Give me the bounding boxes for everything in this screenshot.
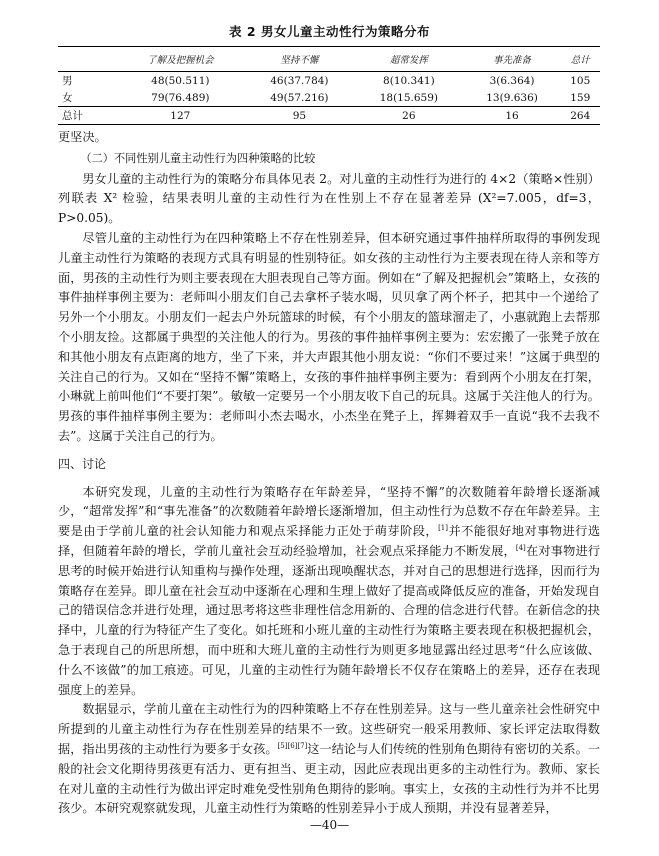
table-cell: 18(15.659) bbox=[379, 91, 438, 104]
paragraph-text: 这一结论与人们传统的性别角色期待有密切的关系。一般的社会文化期待男孩更有活力、更有担当、更主动，因此应表现出更多的主动性行为。教师、家长在对儿童的主动性行为做出评定时难免受性别角色期待的影响。事实上，女孩的主动性行为并不比男孩少。本研究观察就发现，儿童主动性行为策略的性别差异小于成人预期，并没有显著差异， bbox=[58, 741, 601, 816]
table-cell: 16 bbox=[464, 107, 561, 125]
table-cell: 48(50.511) bbox=[151, 74, 210, 87]
table-total-row bbox=[58, 107, 600, 125]
table-cell: 13(9.636) bbox=[486, 91, 538, 104]
table-header-cell: 了解及把握机会 bbox=[116, 47, 245, 72]
table-cell: 159 bbox=[570, 91, 591, 104]
paragraph: 男女儿童的主动性行为的策略分布具体见表 2。对儿童的主动性行为进行的 4×2（策略×性别）列联表 X² 检验，结果表明儿童的主动性行为在性别上不存在显著差异 (X²=7.005，df=3，P>0.05)。 bbox=[58, 171, 600, 226]
row-label: 女 bbox=[62, 92, 73, 104]
table-cell: 264 bbox=[561, 107, 600, 125]
table-cell: 46(37.784) bbox=[270, 74, 329, 87]
table-header-cell: 坚持不懈 bbox=[245, 47, 354, 72]
citation: [5][6][7] bbox=[277, 741, 308, 750]
paragraph: 尽管儿童的主动性行为在四种策略上不存在性别差异，但本研究通过事件抽样所取得的事例发现儿童主动性行为策略的表现方式具有明显的性别特征。如女孩的主动性行为主要表现在待人亲和等方面，男孩的主动性行为则主要表现在大胆表现自己等方面。例如在“了解及把握机会”策略上，女孩的事件抽样事例主要为：老师叫小朋友们自己去拿杯子装水喝，贝贝拿了两个杯子，把其中一个递给了另外一个小朋友。小朋友们一起去户外玩篮球的时候，有个小朋友的篮球溜走了，小惠就跑上去帮那个小朋友捡。这都属于典型的关注他人的行为。男孩的事件抽样事例主要为：宏宏搬了一张凳子放在和其他小朋友有点距离的地方，坐了下来，并大声跟其他小朋友说：“你们不要过来！”这属于典型的关注自己的行为。又如在“坚持不懈”策略上，女孩的事件抽样事例主要为：看到两个小朋友在打架，小琳就上前叫他们“不要打架”。敏敏一定要另一个小朋友收下自己的玩具。这属于关注他人的行为。男孩的事件抽样事例主要为：老师叫小杰去喝水，小杰坐在凳子上，挥舞着双手一直说“我不去我不去”。这属于关注自己的行为。 bbox=[58, 230, 600, 443]
table-row bbox=[58, 72, 600, 90]
table-cell: 105 bbox=[570, 74, 591, 87]
table-cell: 127 bbox=[116, 107, 245, 125]
table-cell: 3(6.364) bbox=[489, 74, 535, 87]
paragraph-text: 在对事物进行思考的时候开始进行认知重构与操作处理，逐渐出现唤醒状态，并对自己的思想进行选择，因而行为策略存在差异。即儿童在社会互动中逐渐在心理和生理上做好了提高或降低反应的准备，开始发现自己的错误信念并进行处理，通过思考将这些非理性信念用新的、合理的信念进行代替。在新信念的抉择中，儿童的行为特征产生了变化。如托班和小班儿童的主动性行为策略主要表现在积极把握机会，急于表现自己的所思所想，而中班和大班儿童的主动性行为则更多地显露出经过思考“什么应该做、什么不该做”的加工痕迹。可见，儿童的主动性行为随年龄增长不仅存在策略上的差异，还存在表现强度上的差异。 bbox=[58, 543, 601, 697]
table-cell: 8(10.341) bbox=[383, 74, 435, 87]
table-header-row bbox=[58, 47, 600, 72]
table-row bbox=[58, 89, 600, 107]
body-text bbox=[58, 128, 600, 819]
table-title: 表 2 男女儿童主动性行为策略分布 bbox=[229, 24, 430, 39]
table-header-cell: 总计 bbox=[561, 47, 600, 72]
paragraph-text: 本研究发现，儿童的主动性行为策略存在年龄差异，“坚持不懈”的次数随着年龄增长逐渐减少，“超常发挥”和“事先准备”的次数随着年龄增长逐渐增加，但主动性行为总数不存在年龄差异。主要是由于学前儿童的社会认知能力和观点采择能力正处于萌芽阶段， bbox=[58, 484, 600, 539]
paragraph bbox=[58, 700, 600, 819]
table-header-cell: 事先准备 bbox=[464, 47, 561, 72]
table-cell: 79(76.489) bbox=[151, 91, 210, 104]
paragraph-text: 并不能很好地对事物进行选择，但随着年龄的增长，学前儿童社会互动经验增加，社会观点采择能力不断发展， bbox=[58, 524, 601, 558]
table-header-cell: 超常发挥 bbox=[354, 47, 463, 72]
citation: [4] bbox=[515, 543, 526, 552]
table-cell: 95 bbox=[245, 107, 354, 125]
row-label: 总计 bbox=[58, 107, 116, 125]
paragraph bbox=[58, 483, 600, 701]
citation: [1] bbox=[438, 524, 448, 533]
table-cell: 26 bbox=[354, 107, 463, 125]
subsection-heading: （二）不同性别儿童主动性行为四种策略的比较 bbox=[80, 151, 316, 165]
strategy-distribution-table bbox=[58, 46, 600, 125]
page-number: —40— bbox=[309, 818, 350, 832]
section-heading: 四、讨论 bbox=[58, 456, 107, 471]
table-header-corner bbox=[58, 47, 116, 72]
paragraph: 更坚决。 bbox=[58, 130, 107, 144]
paragraph-text: 数据显示，学前儿童在主动性行为的四种策略上不存在性别差异。这与一些儿童亲社会性研究中所提到的儿童主动性行为存在性别差异的结果不一致。这些研究一般采用教师、家长评定法取得数据，指出男孩的主动性行为要多于女孩。 bbox=[58, 702, 600, 756]
table-cell: 49(57.216) bbox=[270, 91, 329, 104]
row-label: 男 bbox=[62, 75, 73, 87]
